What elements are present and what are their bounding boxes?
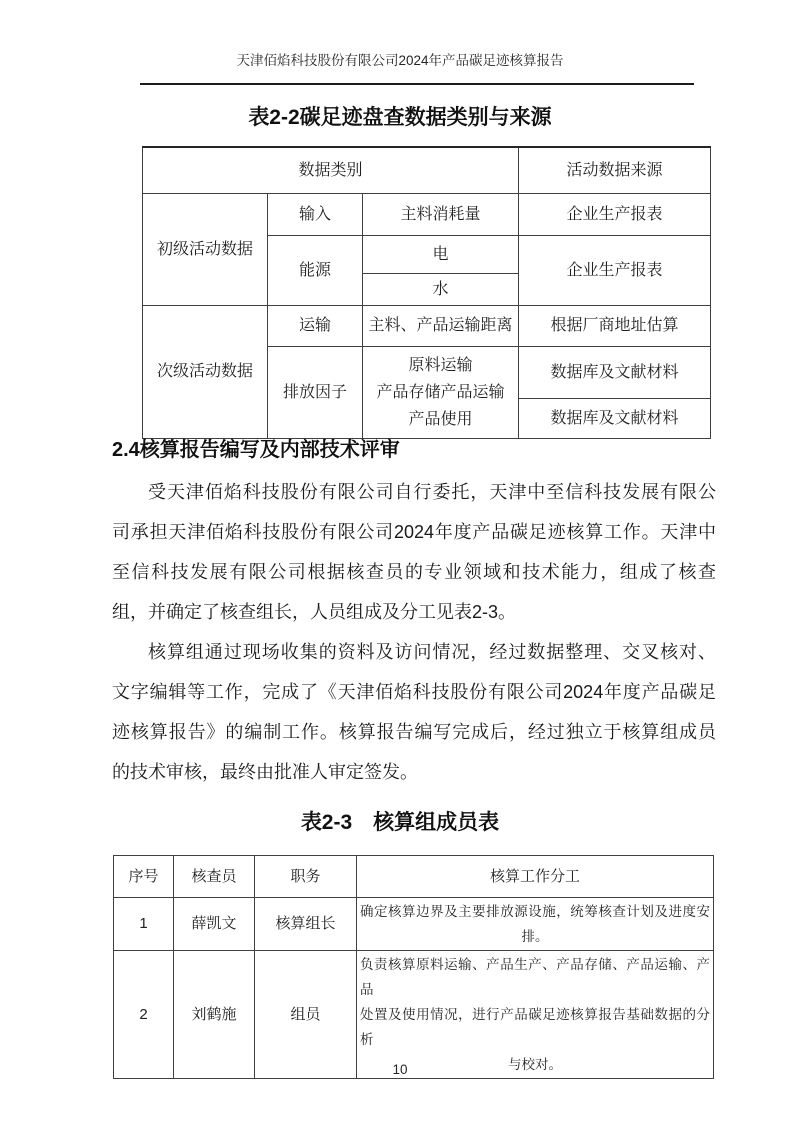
duty-line: 确定核算边界及主要排放源设施，统筹核查计划及进度安 xyxy=(360,904,710,919)
t23-row2-no: 2 xyxy=(114,951,174,1079)
t22-header-data-category: 数据类别 xyxy=(143,147,519,193)
t23-row1-duty xyxy=(357,898,714,951)
duty-line: 排。 xyxy=(521,929,549,944)
t22-emission-factor-items xyxy=(363,346,519,438)
t22-ef-line-3: 产品使用 xyxy=(408,410,473,428)
paragraph-line: 至信科技发展有限公司根据核查员的专业领域和技术能力，组成了核查 xyxy=(112,562,716,582)
t22-source-enterprise-report-1: 企业生产报表 xyxy=(519,193,711,235)
t22-input-label: 输入 xyxy=(268,193,363,235)
running-header xyxy=(0,52,800,70)
section-2-4-heading: 2.4核算报告编写及内部技术评审 xyxy=(112,439,400,461)
header-rule xyxy=(140,83,694,85)
paragraph-line: 的技术审核，最终由批准人审定签发。 xyxy=(112,762,418,782)
t22-water: 水 xyxy=(363,273,519,305)
table-2-2 xyxy=(142,146,711,439)
t22-transport-distance: 主料、产品运输距离 xyxy=(363,305,519,346)
t22-transport-label: 运输 xyxy=(268,305,363,346)
t22-energy-label: 能源 xyxy=(268,235,363,305)
t23-header-duty: 核算工作分工 xyxy=(357,856,714,898)
t23-row1-no: 1 xyxy=(114,898,174,951)
t23-row2-role: 组员 xyxy=(255,951,357,1079)
t22-source-database-2: 数据库及文献材料 xyxy=(519,398,711,438)
running-header-title: 天津佰焰科技股份有限公司2024年产品碳足迹核算报告 xyxy=(236,53,564,68)
t22-electricity: 电 xyxy=(363,235,519,273)
t23-row1-name: 薛凯文 xyxy=(174,898,255,951)
paragraph-line: 司承担天津佰焰科技股份有限公司2024年度产品碳足迹核算工作。天津中 xyxy=(112,522,716,542)
table-2-3-caption: 表2-3 核算组成员表 xyxy=(300,811,500,834)
t22-source-database-1: 数据库及文献材料 xyxy=(519,346,711,398)
t22-source-address-estimate: 根据厂商地址估算 xyxy=(519,305,711,346)
t23-header-auditor: 核查员 xyxy=(174,856,255,898)
t23-header-no: 序号 xyxy=(114,856,174,898)
t23-row2-duty xyxy=(357,951,714,1079)
duty-line: 负责核算原料运输、产品生产、产品存储、产品运输、产品 xyxy=(360,957,710,997)
t23-row2-name: 刘鹤施 xyxy=(174,951,255,1079)
paragraph-1 xyxy=(112,472,716,632)
t22-ef-line-2: 产品存储产品运输 xyxy=(376,383,505,401)
t22-header-activity-data-source: 活动数据来源 xyxy=(519,147,711,193)
paragraph-line: 迹核算报告》的编制工作。核算报告编写完成后，经过独立于核算组成员 xyxy=(112,722,716,742)
paragraph-line: 文字编辑等工作，完成了《天津佰焰科技股份有限公司2024年度产品碳足 xyxy=(112,682,716,702)
t22-source-enterprise-report-2: 企业生产报表 xyxy=(519,235,711,305)
paragraph-2 xyxy=(112,632,716,792)
table-2-3 xyxy=(113,855,714,1079)
table-row xyxy=(114,898,714,951)
t22-primary-activity-label: 初级活动数据 xyxy=(143,193,268,305)
t22-secondary-activity-label: 次级活动数据 xyxy=(143,305,268,438)
page-number: 10 xyxy=(392,1062,408,1077)
t23-row1-role: 核算组长 xyxy=(255,898,357,951)
t22-ef-line-1: 原料运输 xyxy=(408,356,473,374)
table-row xyxy=(114,951,714,1079)
table-2-2-caption: 表2-2碳足迹盘查数据类别与来源 xyxy=(248,106,552,129)
paragraph-line: 组，并确定了核查组长，人员组成及分工见表2-3。 xyxy=(112,602,517,622)
duty-line: 与校对。 xyxy=(508,1057,562,1072)
paragraph-line: 受天津佰焰科技股份有限公司自行委托，天津中至信科技发展有限公 xyxy=(148,482,716,502)
t22-emission-factor-label: 排放因子 xyxy=(268,346,363,438)
duty-line: 处置及使用情况，进行产品碳足迹核算报告基础数据的分析 xyxy=(360,1007,710,1047)
t22-main-material-consumption: 主料消耗量 xyxy=(363,193,519,235)
paragraph-line: 核算组通过现场收集的资料及访问情况，经过数据整理、交叉核对、 xyxy=(148,642,716,662)
t23-header-role: 职务 xyxy=(255,856,357,898)
